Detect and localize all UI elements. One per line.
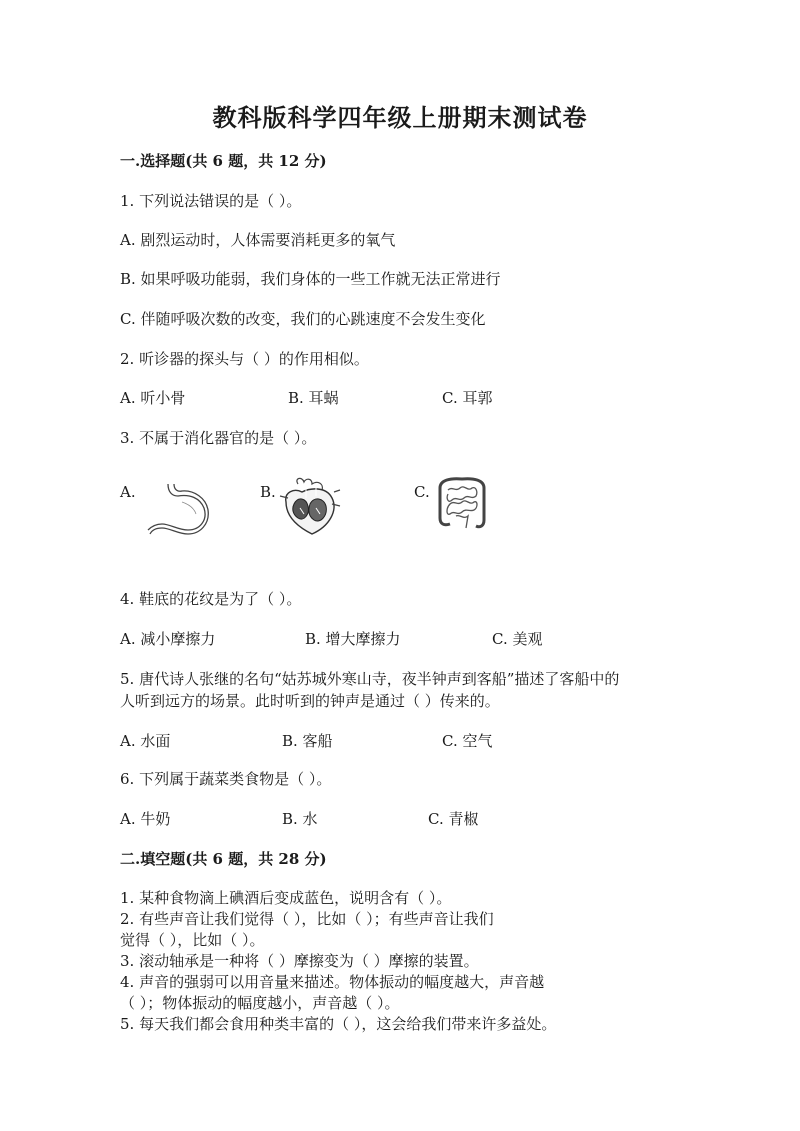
heart-image xyxy=(276,474,342,540)
fill-line-5: 4. 声音的强弱可以用音量来描述。物体振动的幅度越大，声音越 xyxy=(120,973,545,991)
question-3-option-c: C. xyxy=(414,483,430,501)
question-6-option-a: A. 牛奶 xyxy=(120,810,171,828)
question-1-option-b: B. 如果呼吸功能弱，我们身体的一些工作就无法正常进行 xyxy=(120,270,501,288)
question-6-stem: 6. 下列属于蔬菜类食物是（ ）。 xyxy=(120,770,332,788)
question-5-stem-line2: 人听到远方的场景。此时听到的钟声是通过（ ）传来的。 xyxy=(120,692,500,710)
fill-line-1: 1. 某种食物滴上碘酒后变成蓝色，说明含有（ ）。 xyxy=(120,889,452,907)
section-heading-choice: 一.选择题(共 6 题，共 12 分) xyxy=(120,152,327,170)
question-3-option-b: B. xyxy=(260,483,276,501)
question-5-option-c: C. 空气 xyxy=(442,732,493,750)
question-5-option-a: A. 水面 xyxy=(120,732,171,750)
question-4-option-a: A. 减小摩擦力 xyxy=(120,630,216,648)
question-1-stem: 1. 下列说法错误的是（ ）。 xyxy=(120,192,302,210)
question-2-stem: 2. 听诊器的探头与（ ）的作用相似。 xyxy=(120,350,369,368)
fill-line-2: 2. 有些声音让我们觉得（ ），比如（ ）；有些声音让我们 xyxy=(120,910,494,928)
stomach-image xyxy=(138,478,218,538)
question-6-option-b: B. 水 xyxy=(282,810,318,828)
question-4-option-c: C. 美观 xyxy=(492,630,543,648)
question-1-option-c: C. 伴随呼吸次数的改变，我们的心跳速度不会发生变化 xyxy=(120,310,486,328)
fill-line-4: 3. 滚动轴承是一种将（ ）摩擦变为（ ）摩擦的装置。 xyxy=(120,952,479,970)
question-2-option-a: A. 听小骨 xyxy=(120,389,186,407)
question-5-stem-line1: 5. 唐代诗人张继的名句“姑苏城外寒山寺，夜半钟声到客船”描述了客船中的 xyxy=(120,670,620,688)
fill-line-6: （ ）；物体振动的幅度越小，声音越（ ）。 xyxy=(120,994,400,1012)
question-2-option-c: C. 耳郭 xyxy=(442,389,493,407)
question-4-option-b: B. 增大摩擦力 xyxy=(305,630,401,648)
question-6-option-c: C. 青椒 xyxy=(428,810,479,828)
question-3-stem: 3. 不属于消化器官的是（ ）。 xyxy=(120,429,317,447)
section-heading-fill: 二.填空题(共 6 题，共 28 分) xyxy=(120,850,327,868)
page-title: 教科版科学四年级上册期末测试卷 xyxy=(212,103,588,132)
fill-line-7: 5. 每天我们都会食用种类丰富的（ ），这会给我们带来许多益处。 xyxy=(120,1015,557,1033)
intestine-image xyxy=(432,474,492,534)
question-2-option-b: B. 耳蜗 xyxy=(288,389,339,407)
question-1-option-a: A. 剧烈运动时，人体需要消耗更多的氧气 xyxy=(120,231,396,249)
question-3-option-a: A. xyxy=(120,483,136,501)
fill-line-3: 觉得（ ），比如（ ）。 xyxy=(120,931,265,949)
question-5-option-b: B. 客船 xyxy=(282,732,333,750)
question-4-stem: 4. 鞋底的花纹是为了（ ）。 xyxy=(120,590,302,608)
